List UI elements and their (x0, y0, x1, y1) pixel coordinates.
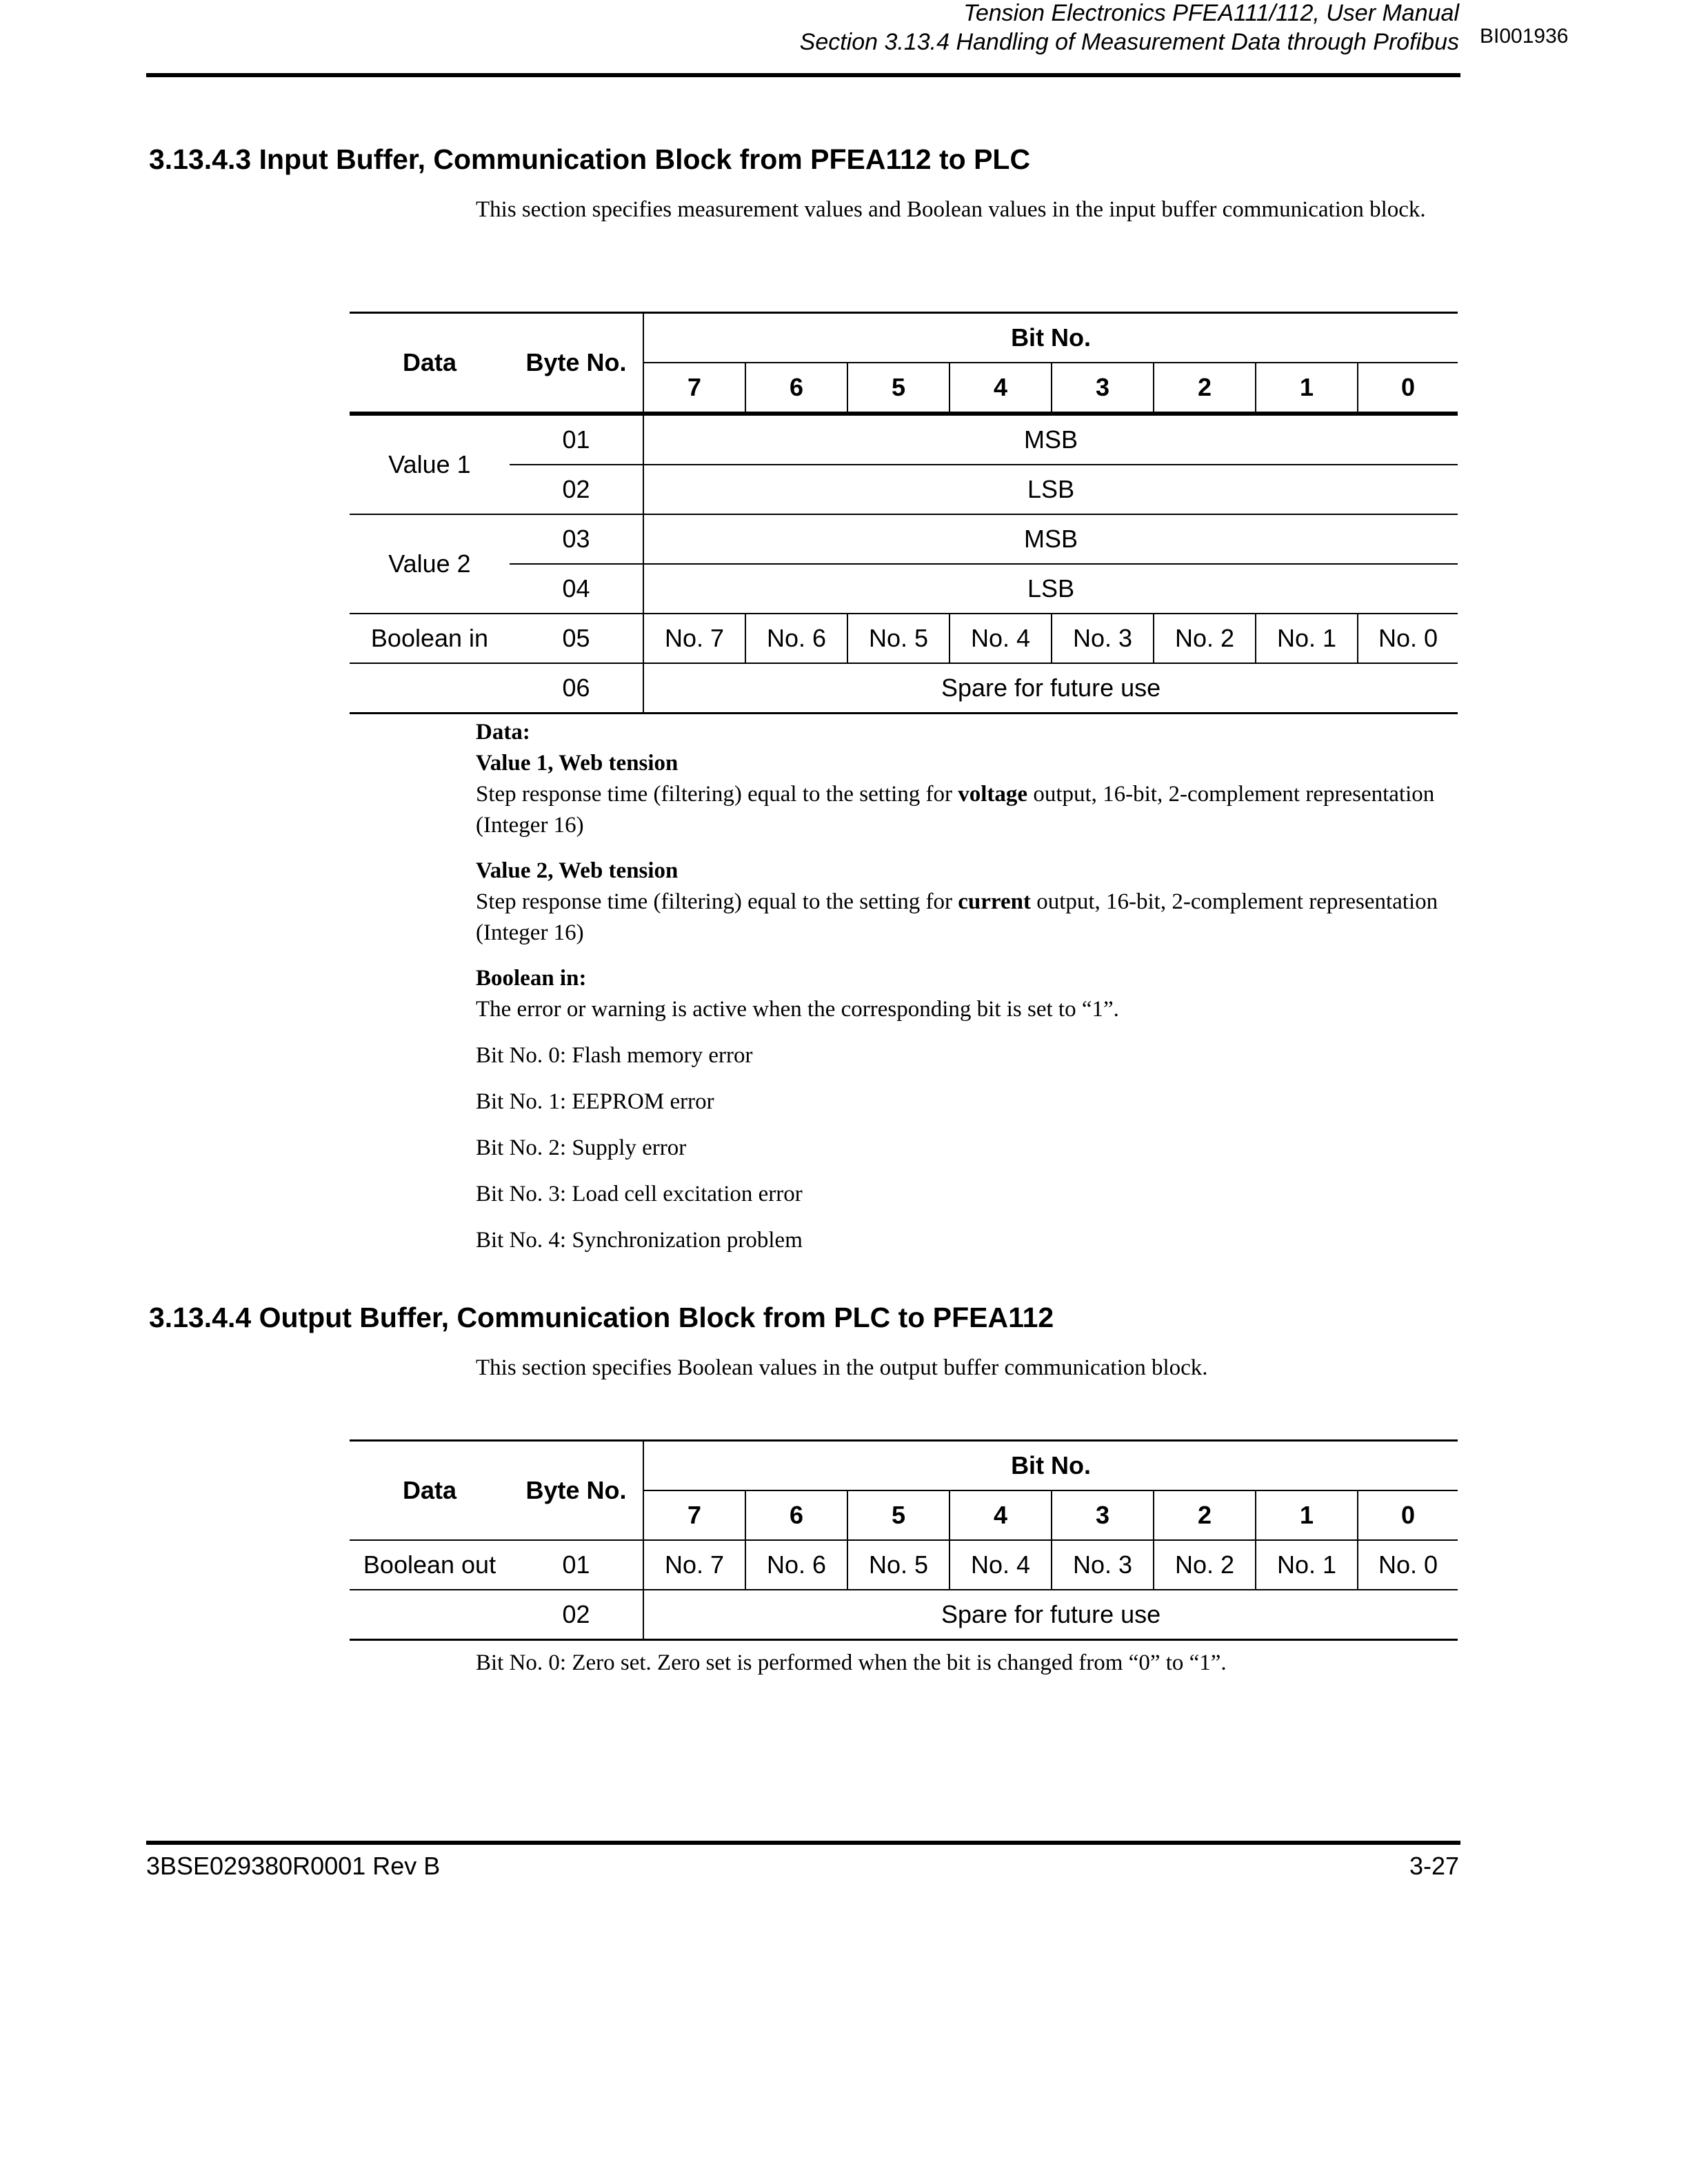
byte-cell: 01 (510, 1540, 643, 1590)
col-header-bit: Bit No. (643, 313, 1458, 363)
input-buffer-table (350, 312, 1458, 714)
bool-bit-cell: No. 3 (1052, 614, 1154, 663)
table-row (350, 564, 1458, 614)
bool-bit-cell: No. 7 (643, 614, 745, 663)
header-doc-id: BI001936 (1480, 25, 1569, 48)
table-row (350, 465, 1458, 514)
value1-heading: Value 1, Web tension (476, 751, 679, 776)
section-heading-output-buffer: 3.13.4.4 Output Buffer, Communication Block from PLC to PFEA112 (149, 1302, 1054, 1333)
bit-header: 5 (847, 1490, 950, 1540)
col-header-data: Data (350, 1441, 510, 1541)
msb-cell: MSB (643, 514, 1458, 564)
bool-bit-cell: No. 6 (745, 614, 847, 663)
list-item: Bit No. 3: Load cell excitation error (476, 1182, 803, 1206)
col-header-data: Data (350, 313, 510, 414)
bit-header: 1 (1256, 363, 1358, 414)
value2-description: Step response time (filtering) equal to the setting for current output, 16-bit, 2-complement representation (Integer 16) (476, 889, 1438, 945)
lsb-cell: LSB (643, 564, 1458, 614)
bool-bit-cell: No. 4 (950, 1540, 1052, 1590)
bool-bit-cell: No. 5 (847, 1540, 950, 1590)
byte-cell: 03 (510, 514, 643, 564)
footer-rule (146, 1841, 1460, 1845)
bit-header: 6 (745, 363, 847, 414)
spare-cell: Spare for future use (643, 663, 1458, 714)
byte-cell: 02 (510, 465, 643, 514)
footer-page-number: 3-27 (1409, 1852, 1459, 1880)
bool-bit-cell: No. 2 (1154, 1540, 1256, 1590)
bool-bit-cell: No. 1 (1256, 614, 1358, 663)
bit-header: 5 (847, 363, 950, 414)
bit-header: 3 (1052, 1490, 1154, 1540)
byte-cell: 02 (510, 1590, 643, 1640)
header-section-title: Section 3.13.4 Handling of Measurement Data through Profibus (799, 29, 1459, 55)
section2-intro: This section specifies Boolean values in the output buffer communication block. (476, 1355, 1208, 1380)
row-label-value2: Value 2 (350, 514, 510, 614)
empty-cell (350, 663, 510, 714)
table-row (350, 1590, 1458, 1640)
msb-cell: MSB (643, 414, 1458, 465)
bool-bit-cell: No. 3 (1052, 1540, 1154, 1590)
bool-bit-cell: No. 4 (950, 614, 1052, 663)
table-row (350, 614, 1458, 663)
list-item: Bit No. 0: Flash memory error (476, 1043, 753, 1068)
bit-header: 1 (1256, 1490, 1358, 1540)
row-label-boolean-in: Boolean in (350, 614, 510, 663)
table-row (350, 414, 1458, 465)
bool-bit-cell: No. 1 (1256, 1540, 1358, 1590)
row-label-value1: Value 1 (350, 414, 510, 514)
footer-doc-number: 3BSE029380R0001 Rev B (146, 1852, 441, 1880)
bit-header: 4 (950, 1490, 1052, 1540)
byte-cell: 01 (510, 414, 643, 465)
bool-bit-cell: No. 5 (847, 614, 950, 663)
table-row (350, 663, 1458, 714)
col-header-byte: Byte No. (510, 313, 643, 414)
bit-header: 2 (1154, 363, 1256, 414)
value2-heading: Value 2, Web tension (476, 858, 679, 883)
boolean-in-description: The error or warning is active when the corresponding bit is set to “1”. (476, 997, 1119, 1022)
bit-header: 7 (643, 363, 745, 414)
byte-cell: 04 (510, 564, 643, 614)
table-row (350, 1540, 1458, 1590)
list-item: Bit No. 4: Synchronization problem (476, 1228, 803, 1253)
section1-intro: This section specifies measurement values and Boolean values in the input buffer communication block. (476, 197, 1426, 222)
byte-cell: 05 (510, 614, 643, 663)
section2-note: Bit No. 0: Zero set. Zero set is performed when the bit is changed from “0” to “1”. (476, 1650, 1227, 1675)
list-item: Bit No. 1: EEPROM error (476, 1089, 714, 1114)
table-row (350, 514, 1458, 564)
section-heading-input-buffer: 3.13.4.3 Input Buffer, Communication Block from PFEA112 to PLC (149, 143, 1031, 175)
bit-header: 2 (1154, 1490, 1256, 1540)
bit-header: 0 (1358, 1490, 1458, 1540)
empty-cell (350, 1590, 510, 1640)
value1-description: Step response time (filtering) equal to the setting for voltage output, 16-bit, 2-complement representation (Integer 16) (476, 782, 1435, 838)
boolean-in-heading: Boolean in: (476, 966, 587, 991)
bit-header: 6 (745, 1490, 847, 1540)
row-label-boolean-out: Boolean out (350, 1540, 510, 1590)
lsb-cell: LSB (643, 465, 1458, 514)
header-manual-title: Tension Electronics PFEA111/112, User Manual (963, 0, 1459, 26)
byte-cell: 06 (510, 663, 643, 714)
col-header-byte: Byte No. (510, 1441, 643, 1541)
bool-bit-cell: No. 0 (1358, 1540, 1458, 1590)
data-heading: Data: (476, 720, 530, 745)
list-item: Bit No. 2: Supply error (476, 1135, 687, 1160)
bit-header: 7 (643, 1490, 745, 1540)
bool-bit-cell: No. 0 (1358, 614, 1458, 663)
bool-bit-cell: No. 7 (643, 1540, 745, 1590)
col-header-bit: Bit No. (643, 1441, 1458, 1491)
bool-bit-cell: No. 2 (1154, 614, 1256, 663)
bool-bit-cell: No. 6 (745, 1540, 847, 1590)
spare-cell: Spare for future use (643, 1590, 1458, 1640)
bit-header: 3 (1052, 363, 1154, 414)
header-rule (146, 73, 1460, 77)
output-buffer-table (350, 1439, 1458, 1641)
bit-header: 4 (950, 363, 1052, 414)
bit-header: 0 (1358, 363, 1458, 414)
section1-data-description (476, 717, 1455, 1256)
